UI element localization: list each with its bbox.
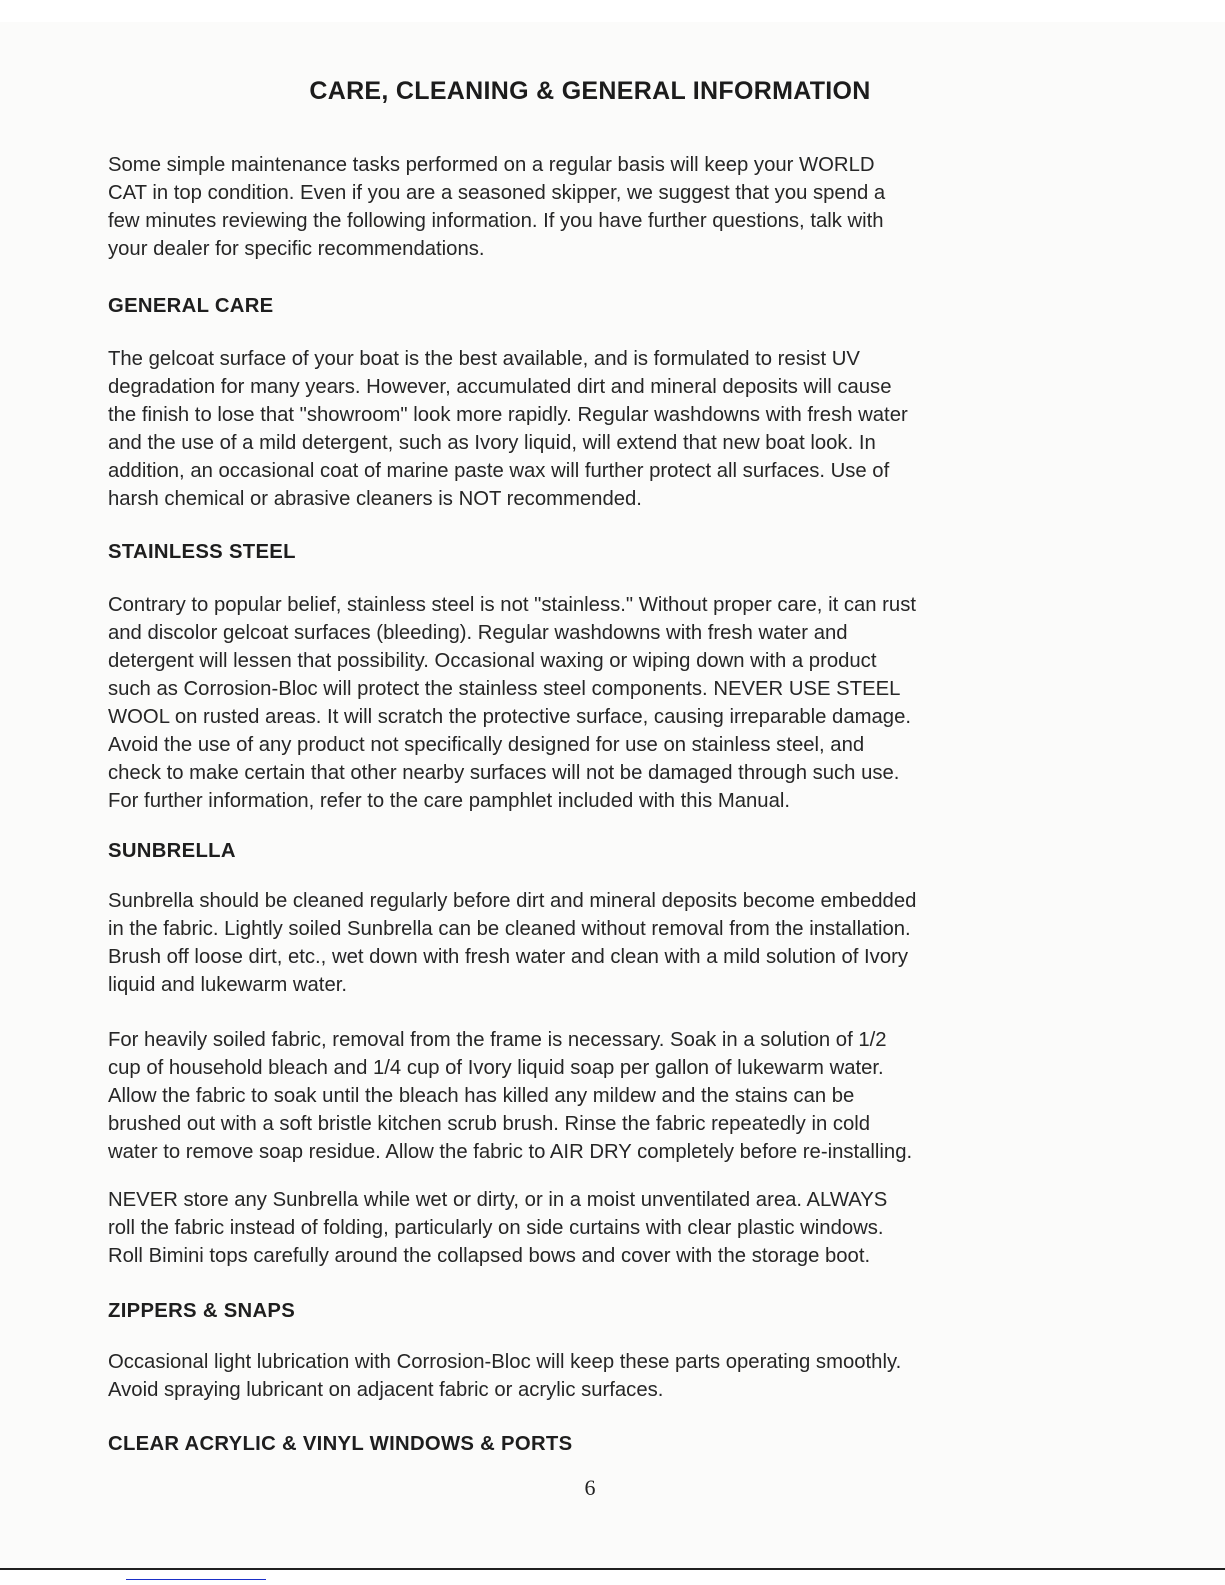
text-line: Allow the fabric to soak until the bleach has killed any mildew and the stains can be <box>108 1085 855 1107</box>
page-title: CARE, CLEANING & GENERAL INFORMATION <box>309 77 871 105</box>
section-heading-general-care: GENERAL CARE <box>108 295 274 317</box>
text-line: NEVER store any Sunbrella while wet or dirty, or in a moist unventilated area. ALWAYS <box>108 1189 888 1211</box>
section-heading-zippers-snaps: ZIPPERS & SNAPS <box>108 1300 296 1322</box>
text-line: addition, an occasional coat of marine paste wax will further protect all surfaces. Use of <box>108 460 890 482</box>
text-line: degradation for many years. However, accumulated dirt and mineral deposits will cause <box>108 376 892 398</box>
text-line: CAT in top condition. Even if you are a seasoned skipper, we suggest that you spend a <box>108 182 886 204</box>
text-line: roll the fabric instead of folding, particularly on side curtains with clear plastic windows. <box>108 1217 884 1239</box>
text-line: liquid and lukewarm water. <box>108 974 347 996</box>
section-heading-sunbrella: SUNBRELLA <box>108 840 236 862</box>
text-line: few minutes reviewing the following information. If you have further questions, talk with <box>108 210 884 232</box>
section-heading-clear-acrylic: CLEAR ACRYLIC & VINYL WINDOWS & PORTS <box>108 1433 573 1455</box>
general-care-paragraph <box>108 345 1098 513</box>
text-line: harsh chemical or abrasive cleaners is NOT recommended. <box>108 488 642 510</box>
sunbrella-paragraph-2 <box>108 1026 1098 1166</box>
sunbrella-paragraph-1 <box>108 887 1098 999</box>
text-line: such as Corrosion-Bloc will protect the stainless steel components. NEVER USE STEEL <box>108 678 901 700</box>
text-line: Avoid spraying lubricant on adjacent fabric or acrylic surfaces. <box>108 1379 664 1401</box>
text-line: Occasional light lubrication with Corrosion-Bloc will keep these parts operating smoothly. <box>108 1351 902 1373</box>
text-line: brushed out with a soft bristle kitchen scrub brush. Rinse the fabric repeatedly in cold <box>108 1113 871 1135</box>
text-line: the finish to lose that "showroom" look more rapidly. Regular washdowns with fresh water <box>108 404 908 426</box>
text-line: Contrary to popular belief, stainless steel is not "stainless." Without proper care, it can rust <box>108 594 916 616</box>
sunbrella-paragraph-3 <box>108 1186 1098 1270</box>
zippers-snaps-paragraph <box>108 1348 1098 1404</box>
text-line: The gelcoat surface of your boat is the best available, and is formulated to resist UV <box>108 348 860 370</box>
text-line: cup of household bleach and 1/4 cup of Ivory liquid soap per gallon of lukewarm water. <box>108 1057 884 1079</box>
footer-divider <box>0 1568 1225 1570</box>
stainless-steel-paragraph <box>108 591 1098 815</box>
document-page <box>0 22 1225 1569</box>
text-line: detergent will lessen that possibility. Occasional waxing or wiping down with a product <box>108 650 877 672</box>
footer-link-underline <box>126 1579 266 1580</box>
text-line: check to make certain that other nearby surfaces will not be damaged through such use. <box>108 762 900 784</box>
text-line: water to remove soap residue. Allow the fabric to AIR DRY completely before re-installing. <box>108 1141 913 1163</box>
section-heading-stainless-steel: STAINLESS STEEL <box>108 541 296 563</box>
text-line: Sunbrella should be cleaned regularly before dirt and mineral deposits become embedded <box>108 890 917 912</box>
intro-paragraph <box>108 151 1098 263</box>
page-number: 6 <box>584 1475 596 1500</box>
text-line: Roll Bimini tops carefully around the collapsed bows and cover with the storage boot. <box>108 1245 871 1267</box>
text-line: in the fabric. Lightly soiled Sunbrella can be cleaned without removal from the installation. <box>108 918 911 940</box>
text-line: Brush off loose dirt, etc., wet down with fresh water and clean with a mild solution of Ivory <box>108 946 908 968</box>
text-line: WOOL on rusted areas. It will scratch the protective surface, causing irreparable damage. <box>108 706 911 728</box>
text-line: your dealer for specific recommendations. <box>108 238 485 260</box>
text-line: and the use of a mild detergent, such as Ivory liquid, will extend that new boat look. In <box>108 432 876 454</box>
text-line: For further information, refer to the care pamphlet included with this Manual. <box>108 790 791 812</box>
text-line: For heavily soiled fabric, removal from the frame is necessary. Soak in a solution of 1/2 <box>108 1029 887 1051</box>
text-line: Some simple maintenance tasks performed on a regular basis will keep your WORLD <box>108 154 875 176</box>
text-line: and discolor gelcoat surfaces (bleeding). Regular washdowns with fresh water and <box>108 622 848 644</box>
text-line: Avoid the use of any product not specifically designed for use on stainless steel, and <box>108 734 865 756</box>
